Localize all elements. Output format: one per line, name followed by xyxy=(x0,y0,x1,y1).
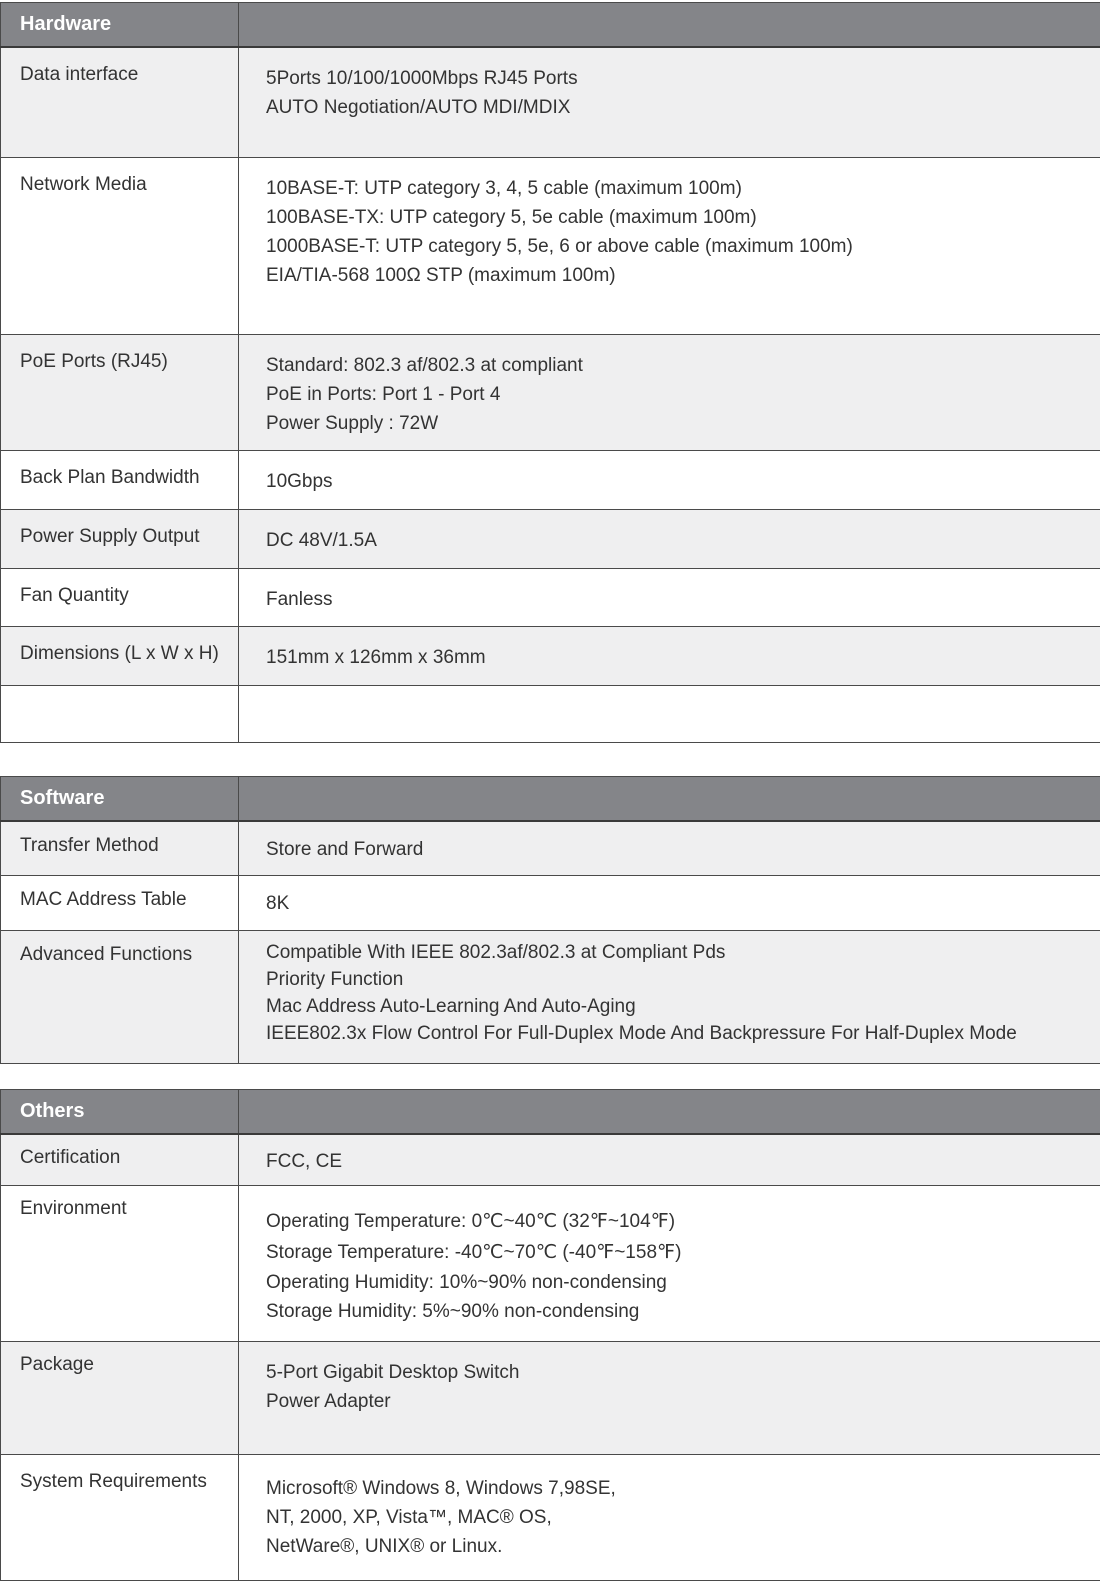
row-value: 10BASE-T: UTP category 3, 4, 5 cable (maximum 100m) 100BASE-TX: UTP category 5, 5e cable (maximum 100m) 1000BASE-T: UTP category 5, 5e, 6 or above cable (maximum 100m) EIA/TIA-568 100Ω STP (maximum 100m) xyxy=(239,158,1100,335)
others-spec-table xyxy=(0,1089,1100,1581)
table-row xyxy=(1,686,1100,743)
table-row xyxy=(1,1342,1100,1455)
row-label: Certification xyxy=(1,1134,239,1186)
row-value: Microsoft® Windows 8, Windows 7,98SE, NT, 2000, XP, Vista™, MAC® OS, NetWare®, UNIX® or Linux. xyxy=(239,1455,1100,1581)
table-row xyxy=(1,876,1100,931)
row-value: 8K xyxy=(239,876,1100,931)
row-value: DC 48V/1.5A xyxy=(239,510,1100,569)
row-value xyxy=(239,686,1100,743)
table-row xyxy=(1,821,1100,876)
row-label: Environment xyxy=(1,1186,239,1342)
row-label xyxy=(1,686,239,743)
table-row xyxy=(1,158,1100,335)
row-value: 151mm x 126mm x 36mm xyxy=(239,627,1100,686)
software-spec-table xyxy=(0,776,1100,1064)
row-value: Standard: 802.3 af/802.3 at compliant PoE in Ports: Port 1 - Port 4 Power Supply : 72W xyxy=(239,335,1100,451)
row-label: Power Supply Output xyxy=(1,510,239,569)
section-header xyxy=(1,777,1100,821)
table-row xyxy=(1,510,1100,569)
row-label: MAC Address Table xyxy=(1,876,239,931)
row-value: 5-Port Gigabit Desktop Switch Power Adapter xyxy=(239,1342,1100,1455)
row-label: Network Media xyxy=(1,158,239,335)
row-label: Data interface xyxy=(1,47,239,158)
row-value: Compatible With IEEE 802.3af/802.3 at Compliant Pds Priority Function Mac Address Auto-Learning And Auto-Aging IEEE802.3x Flow Control For Full-Duplex Mode And Backpressure For Half-Duplex Mode xyxy=(239,931,1100,1064)
table-row xyxy=(1,569,1100,627)
hardware-spec-table xyxy=(0,2,1100,743)
table-row xyxy=(1,47,1100,158)
table-row xyxy=(1,931,1100,1064)
row-label: Advanced Functions xyxy=(1,931,239,1064)
row-label: Dimensions (L x W x H) xyxy=(1,627,239,686)
table-row xyxy=(1,1455,1100,1581)
row-label: PoE Ports (RJ45) xyxy=(1,335,239,451)
row-value: FCC, CE xyxy=(239,1134,1100,1186)
row-label: System Requirements xyxy=(1,1455,239,1581)
table-row xyxy=(1,451,1100,510)
section-title: Hardware xyxy=(1,3,239,47)
table-row xyxy=(1,335,1100,451)
row-label: Fan Quantity xyxy=(1,569,239,627)
section-header xyxy=(1,1090,1100,1134)
row-value: 10Gbps xyxy=(239,451,1100,510)
section-title: Others xyxy=(1,1090,239,1134)
row-label: Transfer Method xyxy=(1,821,239,876)
table-row xyxy=(1,1134,1100,1186)
section-title: Software xyxy=(1,777,239,821)
row-value: Operating Temperature: 0℃~40℃ (32℉~104℉) Storage Temperature: -40℃~70℃ (-40℉~158℉) Operating Humidity: 10%~90% non-condensing Storage Humidity: 5%~90% non-condensing xyxy=(239,1186,1100,1342)
row-value: Store and Forward xyxy=(239,821,1100,876)
table-row xyxy=(1,627,1100,686)
row-value: Fanless xyxy=(239,569,1100,627)
section-header xyxy=(1,3,1100,47)
row-value: 5Ports 10/100/1000Mbps RJ45 Ports AUTO Negotiation/AUTO MDI/MDIX xyxy=(239,47,1100,158)
table-row xyxy=(1,1186,1100,1342)
row-label: Back Plan Bandwidth xyxy=(1,451,239,510)
row-label: Package xyxy=(1,1342,239,1455)
